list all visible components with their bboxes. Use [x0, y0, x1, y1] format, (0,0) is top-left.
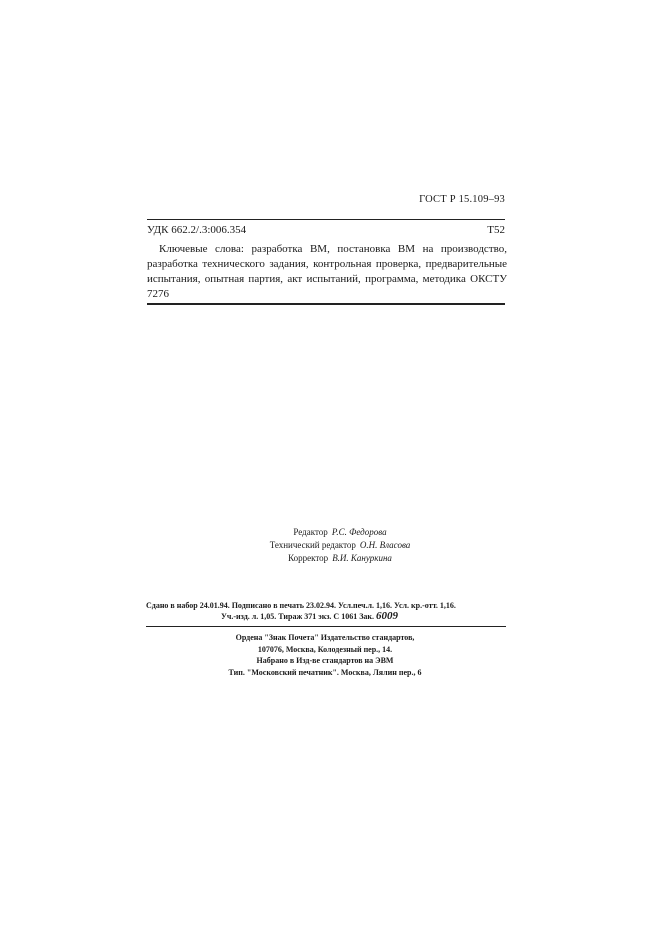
- credit-proofreader: [200, 552, 480, 565]
- colophon: [146, 600, 506, 622]
- colophon-line-1: Сдано в набор 24.01.94. Подписано в печать 23.02.94. Усл.печ.л. 1,16. Усл. кр.-отт. 1,16.: [146, 601, 456, 610]
- order-number: 6009: [376, 610, 399, 622]
- keywords-rule: [147, 303, 505, 305]
- publisher-line-4: Тип. "Московский печатник". Москва, Лялин пер., 6: [228, 667, 422, 677]
- credit-name: Р.С. Федорова: [331, 527, 387, 537]
- publisher-line-2: 107076, Москва, Колодезный пер., 14.: [257, 644, 393, 654]
- publisher-block: [185, 632, 465, 678]
- credit-role: Корректор: [288, 553, 329, 563]
- top-rule: [147, 219, 505, 220]
- credit-editor: [200, 526, 480, 539]
- colophon-print-run: Уч.-изд. л. 1,05. Тираж 371 экз. С 1061 Зак.: [221, 612, 375, 621]
- credit-tech-editor: [200, 539, 480, 552]
- colophon-line-2: [146, 611, 506, 622]
- keywords-paragraph: Ключевые слова: разработка ВМ, постановка ВМ на производство, разработка технического задания, контрольная проверка, предварительные испытания, опытная партия, акт испытаний, программа, методика ОКСТУ 7276: [147, 243, 507, 300]
- credit-name: В.И. Кануркина: [332, 553, 392, 563]
- credit-role: Технический редактор: [269, 540, 356, 550]
- standard-number: ГОСТ Р 15.109–93: [419, 194, 505, 205]
- udk-code: УДК 662.2/.3:006.354: [147, 224, 247, 236]
- credit-role: Редактор: [293, 527, 328, 537]
- classification-code: Т52: [487, 224, 505, 236]
- publisher-line-1: Ордена "Знак Почета" Издательство стандартов,: [235, 633, 415, 642]
- colophon-rule: [146, 626, 506, 627]
- credits-block: [200, 526, 480, 565]
- publisher-line-3: Набрано в Изд-ве стандартов на ЭВМ: [256, 656, 394, 665]
- credit-name: О.Н. Власова: [359, 540, 411, 550]
